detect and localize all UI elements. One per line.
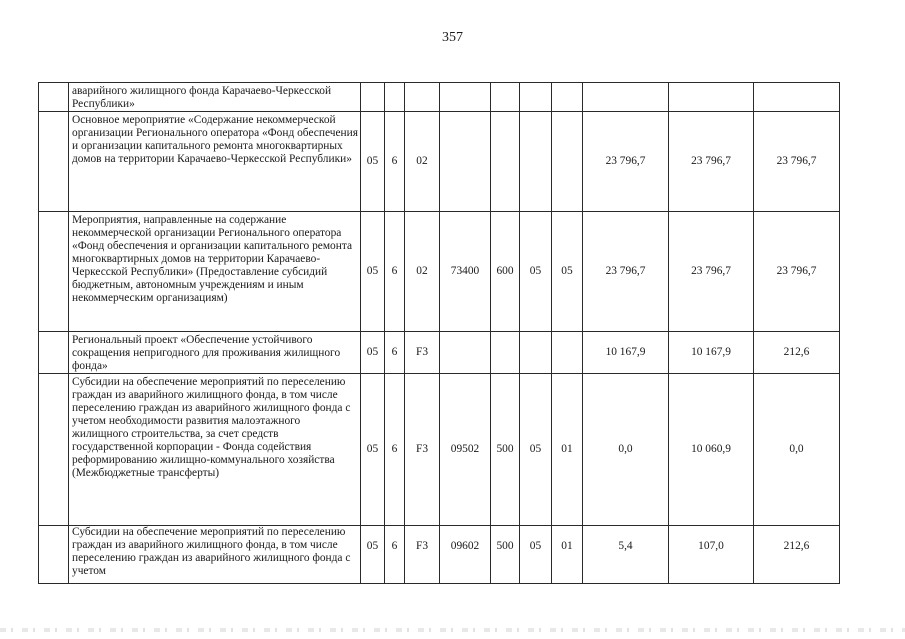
amount-cell: 10 167,9 xyxy=(583,332,669,374)
index-cell xyxy=(39,112,69,212)
amount-cell: 0,0 xyxy=(583,374,669,526)
code-cell: 6 xyxy=(385,374,405,526)
index-cell xyxy=(39,212,69,332)
code-cell xyxy=(385,83,405,112)
index-cell xyxy=(39,83,69,112)
code-cell xyxy=(520,112,552,212)
code-cell: 500 xyxy=(491,526,520,584)
code-cell xyxy=(552,112,583,212)
code-cell: 500 xyxy=(491,374,520,526)
code-cell: 05 xyxy=(520,526,552,584)
table-row xyxy=(39,526,840,584)
amount-cell: 212,6 xyxy=(754,526,840,584)
amount-cell: 10 060,9 xyxy=(669,374,754,526)
code-cell: 05 xyxy=(361,332,385,374)
amount-cell: 10 167,9 xyxy=(669,332,754,374)
code-cell: F3 xyxy=(405,332,440,374)
code-cell: 6 xyxy=(385,212,405,332)
code-cell: 6 xyxy=(385,332,405,374)
code-cell xyxy=(520,332,552,374)
amount-cell: 212,6 xyxy=(754,332,840,374)
code-cell xyxy=(491,332,520,374)
amount-cell: 0,0 xyxy=(754,374,840,526)
amount-cell: 23 796,7 xyxy=(583,212,669,332)
code-cell: 05 xyxy=(520,212,552,332)
amount-cell: 23 796,7 xyxy=(669,112,754,212)
item-name: Основное мероприятие «Содержание некоммерческой организации Регионального оператора «Фонд обеспечения и организации капитального ремонта многоквартирных домов на территории Карачаево-Черкесской Республики» xyxy=(69,112,361,212)
code-cell: F3 xyxy=(405,374,440,526)
code-cell xyxy=(440,332,491,374)
code-cell: 01 xyxy=(552,526,583,584)
code-cell xyxy=(552,83,583,112)
page-number: 357 xyxy=(442,30,463,45)
index-cell xyxy=(39,374,69,526)
code-cell: 6 xyxy=(385,526,405,584)
code-cell: 01 xyxy=(552,374,583,526)
code-cell: 05 xyxy=(552,212,583,332)
code-cell: 05 xyxy=(361,112,385,212)
table-row xyxy=(39,212,840,332)
code-cell xyxy=(405,83,440,112)
code-cell: 02 xyxy=(405,112,440,212)
code-cell xyxy=(520,83,552,112)
code-cell: 73400 xyxy=(440,212,491,332)
code-cell xyxy=(361,83,385,112)
amount-cell: 107,0 xyxy=(669,526,754,584)
code-cell: 05 xyxy=(361,374,385,526)
code-cell: 05 xyxy=(520,374,552,526)
amount-cell xyxy=(754,83,840,112)
amount-cell: 23 796,7 xyxy=(583,112,669,212)
item-name: Субсидии на обеспечение мероприятий по переселению граждан из аварийного жилищного фонда, в том числе переселению граждан из аварийного жилищного фонда с учетом необходимости развития малоэтажного жилищного строительства, за счет средств государственной корпорации - Фонда содействия реформированию жилищно-коммунального хозяйства (Межбюджетные трансферты) xyxy=(69,374,361,526)
code-cell xyxy=(491,83,520,112)
budget-table xyxy=(38,82,840,584)
code-cell: 6 xyxy=(385,112,405,212)
amount-cell: 5,4 xyxy=(583,526,669,584)
code-cell: 600 xyxy=(491,212,520,332)
amount-cell: 23 796,7 xyxy=(669,212,754,332)
table-row xyxy=(39,112,840,212)
code-cell xyxy=(440,83,491,112)
code-cell: 09502 xyxy=(440,374,491,526)
amount-cell xyxy=(669,83,754,112)
item-name: Мероприятия, направленные на содержание некоммерческой организации Регионального оператора «Фонд обеспечения и организации капитального ремонта многоквартирных домов на территории Карачаево-Черкесской Республики» (Предоставление субсидий бюджетным, автономным учреждениям и иным некоммерческим организациям) xyxy=(69,212,361,332)
table-row xyxy=(39,332,840,374)
code-cell: 09602 xyxy=(440,526,491,584)
code-cell: 05 xyxy=(361,212,385,332)
item-name: аварийного жилищного фонда Карачаево-Черкесской Республики» xyxy=(69,83,361,112)
amount-cell: 23 796,7 xyxy=(754,212,840,332)
table-row xyxy=(39,83,840,112)
code-cell: 05 xyxy=(361,526,385,584)
code-cell: 02 xyxy=(405,212,440,332)
item-name: Субсидии на обеспечение мероприятий по переселению граждан из аварийного жилищного фонда, в том числе переселению граждан из аварийного жилищного фонда с учетом xyxy=(69,526,361,584)
table-row xyxy=(39,374,840,526)
index-cell xyxy=(39,526,69,584)
scan-edge-noise xyxy=(0,628,905,632)
amount-cell xyxy=(583,83,669,112)
code-cell xyxy=(440,112,491,212)
index-cell xyxy=(39,332,69,374)
item-name: Региональный проект «Обеспечение устойчивого сокращения непригодного для проживания жилищного фонда» xyxy=(69,332,361,374)
amount-cell: 23 796,7 xyxy=(754,112,840,212)
code-cell xyxy=(552,332,583,374)
code-cell: F3 xyxy=(405,526,440,584)
code-cell xyxy=(491,112,520,212)
